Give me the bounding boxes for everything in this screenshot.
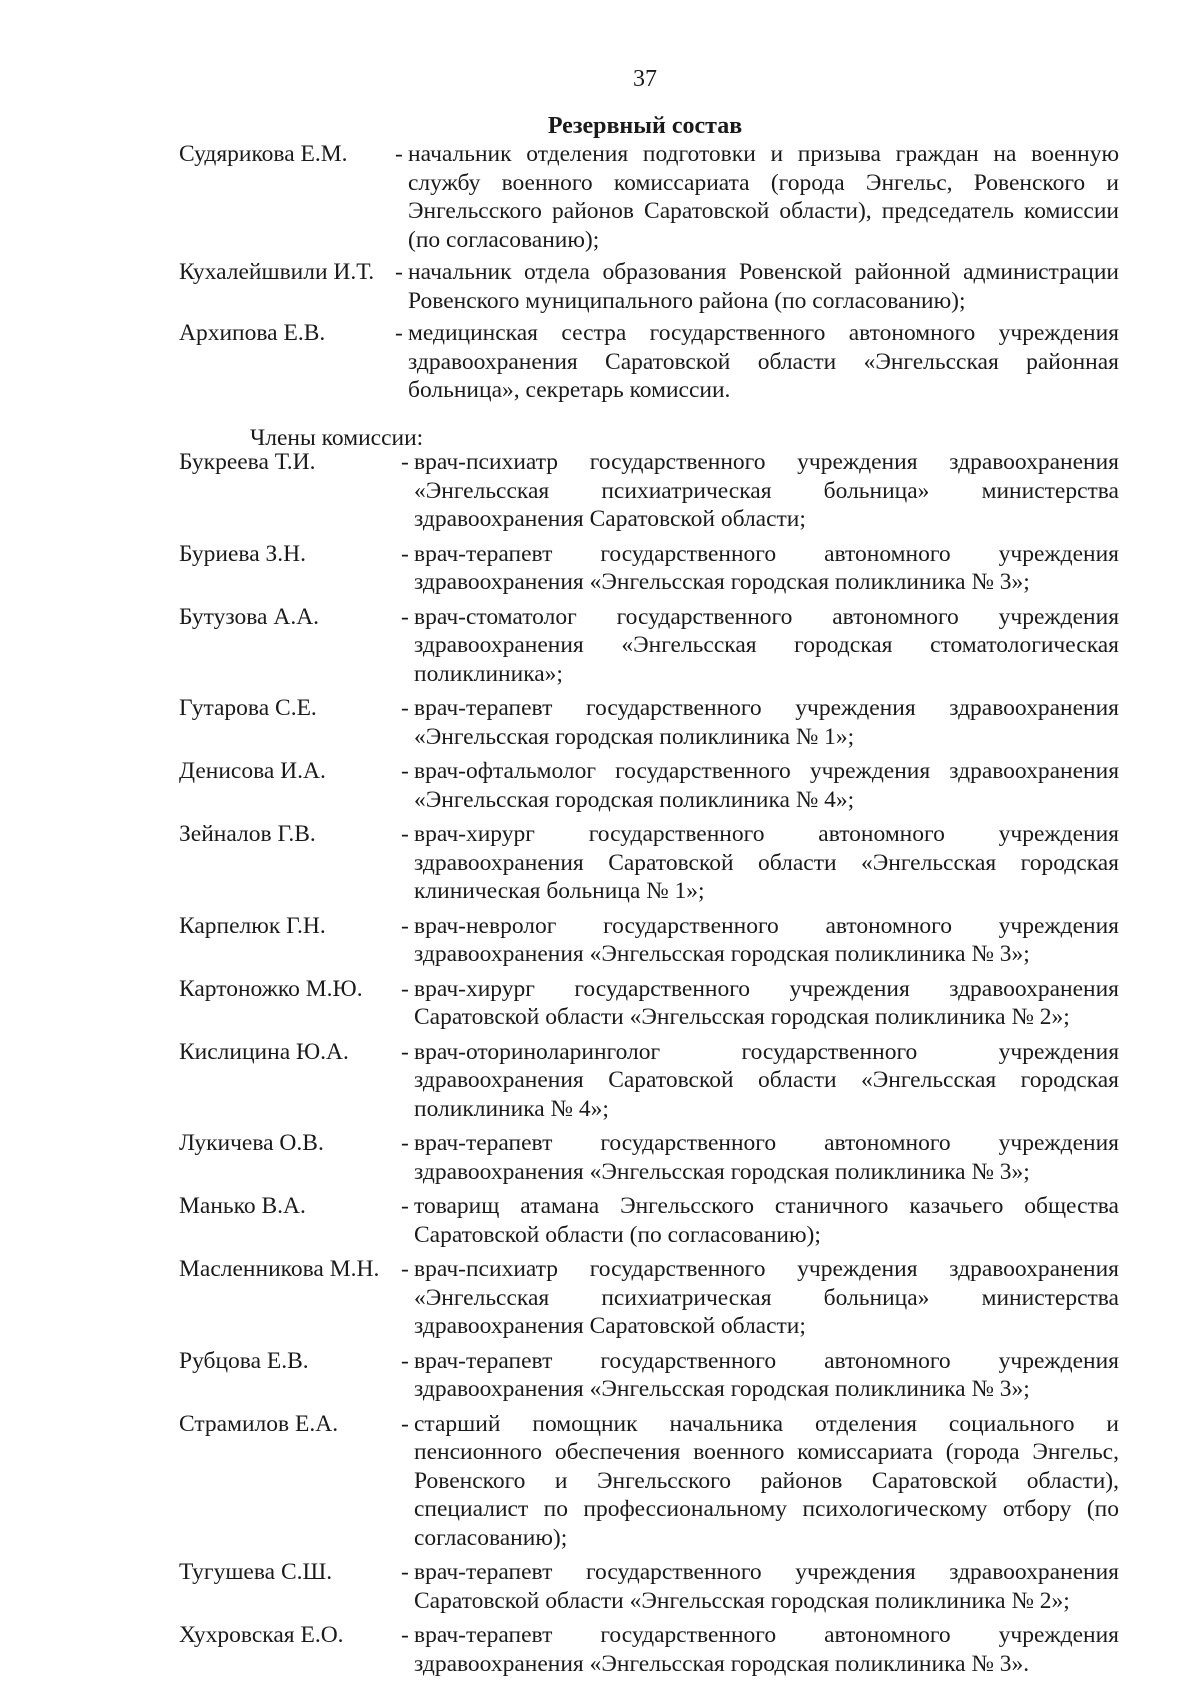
person-position: врач-офтальмолог государственного учреждения здравоохранения «Энгельсская городская поликлиника № 4»; xyxy=(414,758,1119,813)
person-position: врач-терапевт государственного автономного учреждения здравоохранения «Энгельсская городская поликлиника № 3»; xyxy=(414,540,1119,595)
person-position: врач-терапевт государственного учреждения здравоохранения «Энгельсская городская поликлиника № 1»; xyxy=(414,695,1119,750)
person-position: врач-терапевт государственного автономного учреждения здравоохранения «Энгельсская городская поликлиника № 3»; xyxy=(414,1130,1119,1185)
dash: - xyxy=(401,1559,409,1585)
list-item xyxy=(179,448,1119,534)
dash: - xyxy=(401,1410,409,1437)
person-name: Карпелюк Г.Н. xyxy=(179,912,326,939)
person-name: Зейналов Г.В. xyxy=(179,821,316,847)
list-item xyxy=(179,319,1119,405)
dash: - xyxy=(401,695,409,721)
person-position: медицинская сестра государственного автономного учреждения здравоохранения Саратовской области «Энгельсская районная больница», секретарь комиссии. xyxy=(408,320,1119,403)
dash: - xyxy=(401,912,409,939)
dash: - xyxy=(401,540,409,567)
dash: - xyxy=(401,1038,409,1065)
dash: - xyxy=(401,821,409,847)
section-title: Резервный состав xyxy=(547,113,743,139)
person-position: врач-психиатр государственного учреждения здравоохранения «Энгельсская психиатрическая больница» министерства здравоохранения Саратовской области; xyxy=(414,1256,1119,1339)
person-name: Хухровская Е.О. xyxy=(179,1622,344,1648)
list-item xyxy=(179,694,1119,751)
list-item xyxy=(179,975,1119,1032)
list-item xyxy=(179,757,1119,814)
person-name: Рубцова Е.В. xyxy=(179,1347,309,1374)
person-name: Кислицина Ю.А. xyxy=(179,1038,349,1065)
person-position: врач-терапевт государственного автономного учреждения здравоохранения «Энгельсская городская поликлиника № 3». xyxy=(414,1622,1119,1677)
person-position: начальник отделения подготовки и призыва граждан на военную службу военного комиссариата (города Энгельс, Ровенского и Энгельсского районов Саратовской области), председатель комиссии (по согласованию); xyxy=(408,141,1119,253)
person-name: Картоножко М.Ю. xyxy=(179,975,363,1002)
list-item xyxy=(179,1558,1119,1615)
person-name: Тугушева С.Ш. xyxy=(179,1559,333,1585)
list-item xyxy=(179,140,1119,254)
person-position: врач-оториноларинголог государственного учреждения здравоохранения Саратовской области «Энгельсская городская поликлиника № 4»; xyxy=(414,1038,1119,1122)
person-position: врач-хирург государственного автономного учреждения здравоохранения Саратовской области «Энгельсская городская клиническая больница № 1»; xyxy=(414,821,1119,904)
person-position: начальник отдела образования Ровенской районной администрации Ровенского муниципального района (по согласованию); xyxy=(408,259,1119,314)
person-position: врач-терапевт государственного учреждения здравоохранения Саратовской области «Энгельсская городская поликлиника № 2»; xyxy=(414,1559,1119,1614)
person-name: Масленникова М.Н. xyxy=(179,1256,380,1282)
person-name: Гутарова С.Е. xyxy=(179,695,317,721)
list-item xyxy=(179,1410,1119,1553)
dash: - xyxy=(395,259,403,285)
list-item xyxy=(179,1129,1119,1186)
list-item xyxy=(179,820,1119,906)
reserve-list xyxy=(179,140,1119,409)
list-item xyxy=(179,1192,1119,1249)
person-name: Буриева З.Н. xyxy=(179,540,307,567)
dash: - xyxy=(395,320,403,346)
dash: - xyxy=(401,449,409,475)
dash: - xyxy=(401,603,409,630)
person-position: товарищ атамана Энгельсского станичного казачьего общества Саратовской области (по согласованию); xyxy=(414,1193,1119,1248)
dash: - xyxy=(401,1193,409,1219)
list-item xyxy=(179,1038,1119,1124)
person-position: врач-хирург государственного учреждения здравоохранения Саратовской области «Энгельсская городская поликлиника № 2»; xyxy=(414,975,1119,1030)
person-name: Денисова И.А. xyxy=(179,758,326,784)
person-position: врач-невролог государственного автономного учреждения здравоохранения «Энгельсская городская поликлиника № 3»; xyxy=(414,912,1119,967)
list-item xyxy=(179,1621,1119,1678)
list-item xyxy=(179,603,1119,689)
person-name: Судярикова Е.М. xyxy=(179,141,348,167)
dash: - xyxy=(395,141,403,167)
person-name: Лукичева О.В. xyxy=(179,1130,324,1156)
list-item xyxy=(179,912,1119,969)
dash: - xyxy=(401,975,409,1002)
dash: - xyxy=(401,1130,409,1156)
dash: - xyxy=(401,1622,409,1648)
list-item xyxy=(179,1255,1119,1341)
person-name: Архипова Е.В. xyxy=(179,320,326,346)
list-item xyxy=(179,540,1119,597)
person-position: врач-терапевт государственного автономного учреждения здравоохранения «Энгельсская городская поликлиника № 3»; xyxy=(414,1347,1119,1402)
person-name: Букреева Т.И. xyxy=(179,449,316,475)
page-number: 37 xyxy=(633,66,657,92)
person-position: врач-стоматолог государственного автономного учреждения здравоохранения «Энгельсская городская стоматологическая поликлиника»; xyxy=(414,603,1119,687)
list-item xyxy=(179,258,1119,315)
dash: - xyxy=(401,1256,409,1282)
list-item xyxy=(179,1347,1119,1404)
dash: - xyxy=(401,1347,409,1374)
person-name: Кухалейшвили И.Т. xyxy=(179,259,375,285)
dash: - xyxy=(401,758,409,784)
person-position: старший помощник начальника отделения социального и пенсионного обеспечения военного комиссариата (города Энгельс, Ровенского и Энгельсского районов Саратовской области), специалист по профессиональному психологическому отбору (по согласованию); xyxy=(414,1410,1119,1551)
members-heading: Члены комиссии: xyxy=(250,425,424,451)
person-position: врач-психиатр государственного учреждения здравоохранения «Энгельсская психиатрическая больница» министерства здравоохранения Саратовской области; xyxy=(414,449,1119,532)
person-name: Манько В.А. xyxy=(179,1193,306,1219)
members-list xyxy=(179,448,1119,1684)
person-name: Страмилов Е.А. xyxy=(179,1410,339,1437)
person-name: Бутузова А.А. xyxy=(179,603,320,630)
